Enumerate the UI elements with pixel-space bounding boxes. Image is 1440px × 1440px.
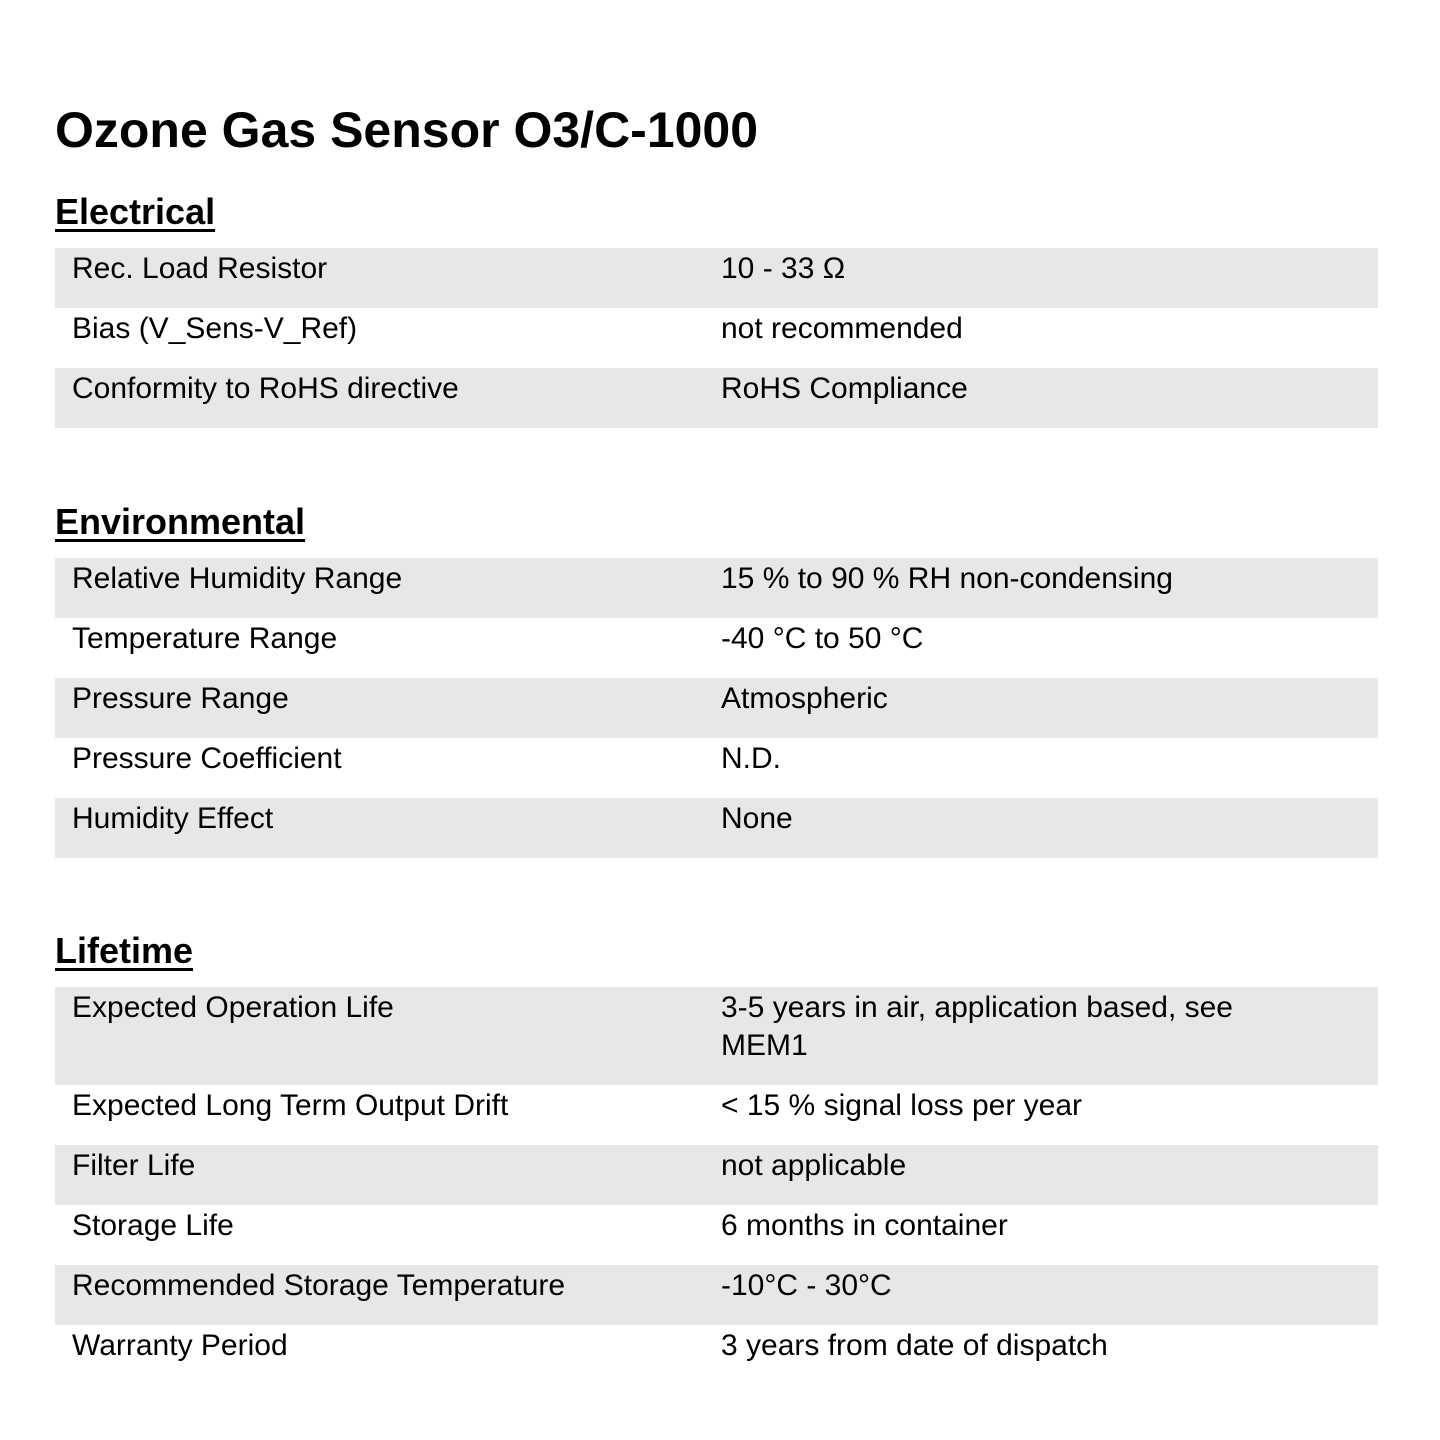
spec-value: -10°C - 30°C [721, 1269, 892, 1302]
spec-row [55, 558, 1378, 618]
spec-value: RoHS Compliance [721, 372, 968, 405]
spec-parameter: Expected Long Term Output Drift [72, 1089, 509, 1122]
section-environmental [55, 496, 1378, 858]
spec-parameter: Pressure Range [72, 682, 289, 715]
spec-row [55, 1145, 1378, 1205]
spec-value: None [721, 802, 793, 835]
spec-parameter: Temperature Range [72, 622, 338, 655]
section-heading-electrical: Electrical [55, 191, 216, 232]
spec-value: 6 months in container [721, 1209, 1008, 1242]
spec-table-electrical [55, 248, 1378, 428]
spec-row [55, 618, 1378, 678]
spec-value: N.D. [721, 742, 781, 775]
spec-row [55, 1085, 1378, 1145]
spec-parameter: Warranty Period [72, 1329, 288, 1362]
spec-row [55, 798, 1378, 858]
spec-value: 10 - 33 Ω [721, 252, 846, 285]
spec-row [55, 738, 1378, 798]
spec-parameter: Filter Life [72, 1149, 196, 1182]
spec-parameter: Conformity to RoHS directive [72, 372, 459, 405]
spec-row [55, 987, 1378, 1085]
section-heading-lifetime: Lifetime [55, 930, 194, 971]
spec-parameter: Expected Operation Life [72, 991, 394, 1024]
spec-value: < 15 % signal loss per year [721, 1089, 1083, 1122]
spec-row [55, 248, 1378, 308]
spec-parameter: Rec. Load Resistor [72, 252, 328, 285]
spec-parameter: Relative Humidity Range [72, 562, 403, 595]
section-electrical [55, 186, 1378, 428]
spec-value: not applicable [721, 1149, 907, 1182]
spec-value: not recommended [721, 312, 963, 345]
spec-value: 3 years from date of dispatch [721, 1329, 1108, 1362]
spec-row [55, 1325, 1378, 1385]
page-title: Ozone Gas Sensor O3/C-1000 [55, 102, 759, 158]
spec-parameter: Humidity Effect [72, 802, 274, 835]
spec-value: -40 °C to 50 °C [721, 622, 924, 655]
spec-row [55, 308, 1378, 368]
spec-table-environmental [55, 558, 1378, 858]
spec-parameter: Pressure Coefficient [72, 742, 342, 775]
spec-value: 15 % to 90 % RH non-condensing [721, 562, 1173, 595]
spec-row [55, 1205, 1378, 1265]
spec-row [55, 368, 1378, 428]
section-lifetime [55, 925, 1378, 1385]
spec-value: 3-5 years in air, application based, see MEM1 [721, 991, 1233, 1062]
section-heading-environmental: Environmental [55, 501, 306, 542]
spec-parameter: Recommended Storage Temperature [72, 1269, 566, 1302]
spec-table-lifetime [55, 987, 1378, 1385]
spec-value: Atmospheric [721, 682, 888, 715]
spec-parameter: Bias (V_Sens-V_Ref) [72, 312, 358, 345]
spec-parameter: Storage Life [72, 1209, 234, 1242]
spec-row [55, 678, 1378, 738]
spec-row [55, 1265, 1378, 1325]
